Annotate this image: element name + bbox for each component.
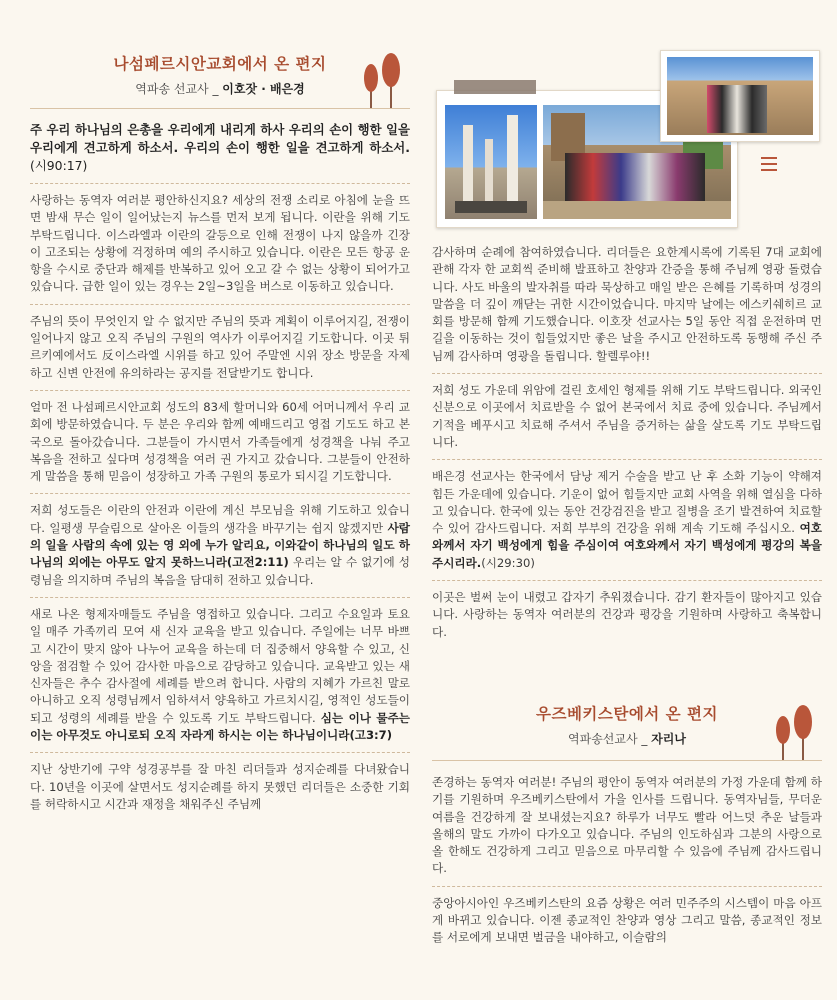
p4-verse: 사람의 일을 사람의 속에 있는 영 외에 누가 알리요, 이와같이 하나님의 일도 하나님의 외에는 아무도 알지 못하느니라(고전2:11) [30, 520, 410, 570]
letter1-paragraph-6: 지난 상반기에 구약 성경공부를 잘 마친 리더들과 성지순례를 다녀왔습니다. 10년을 이곳에 살면서도 성지순례를 하지 못했던 리더들은 소중한 기회를 허락하시고 시간과 재정을 채워주신 주님께 [30, 762, 410, 811]
letter2-paragraph-1: 존경하는 동역자 여러분! 주님의 평안이 동역자 여러분의 가정 가운데 함께 하기를 기원하며 우즈베키스탄에서 가을 인사를 드립니다. 동역자님들, 무더운 여름을 건강하게 잘 보내셨는지요? 하루가 너무도 빨라 어느덧 추운 날들과 올해의 말도 가까이 다가오고 있습니다. 주님의 인도하심과 그분의 사랑으로 올 한해도 건강하게 그리고 믿음으로 마무리할 수 있음에 주님께 감사드립니다. [432, 775, 822, 876]
letter1-paragraph-4 [30, 502, 410, 588]
p9-ref: (시29:30) [481, 555, 535, 570]
letter2-byline-names: 자리나 [651, 732, 686, 746]
letter1-paragraph-2: 주님의 뜻이 무엇인지 알 수 없지만 주님의 뜻과 계획이 이루어지길, 전쟁이 일어나지 않고 오직 주님의 구원의 역사가 이루어지길 기도합니다. 이곳 튀르키예에서도 反이스라엘 시위를 하고 있어 주말엔 시위 장소 방문을 자제하고 신변 안전에 유의하라는 공지를 전달받기도 합니다. [30, 313, 410, 380]
tree-icon [360, 52, 406, 114]
letter1-byline-names: 이호잣 · 배은경 [222, 82, 305, 96]
photo-columns [445, 105, 537, 219]
letter1-paragraph-10: 이곳은 벌써 눈이 내렸고 갑자기 추워졌습니다. 감기 환자들이 많아지고 있습니다. 사랑하는 동역자 여러분의 건강과 평강을 기원하며 사랑하고 축복합니다. [432, 590, 822, 639]
letter2-byline [432, 730, 822, 747]
p9-verse: 여호와께서 자기 백성에게 힘을 주심이여 여호와께서 자기 백성에게 평강의 복을 주시리라. [432, 521, 822, 570]
menu-icon [761, 157, 777, 171]
letter2-paragraph-2: 중앙아시아인 우즈베키스탄의 요즘 상황은 여러 민주주의 시스템이 마음 아프게 바뀌고 있습니다. 이젠 종교적인 찬양과 영상 그리고 말씀, 종교적인 정보를 서로에게 보내면 벌금을 내야하고, 이슬람의 [432, 895, 822, 945]
letter1-paragraph-7: 감사하며 순례에 참여하였습니다. 리더들은 요한계시록에 기록된 7대 교회에 관해 각자 한 교회씩 준비해 발표하고 찬양과 간증을 통해 주님께 영광 돌렸습니다. 사도 바울의 발자취를 따라 묵상하고 매일 받은 은혜를 기록하며 성경의 말씀을 더 깊이 깨닫는 귀한 시간이었습니다. 마지막 날에는 에스키쉐히르 교회를 방문해 함께 기도했습니다. 이호잣 선교사는 5일 동안 직접 운전하며 먼 길을 이동하는 것이 힘들었지만 좋은 날을 주시고 안전하도록 동행해 주신 주님께 감사하며 영광을 돌립니다. 할렐루야!! [432, 245, 822, 363]
lead-ref: (시90:17) [30, 158, 88, 173]
letter1-paragraph-1: 사랑하는 동역자 여러분 평안하신지요? 세상의 전쟁 소리로 아침에 눈을 뜨면 밤새 무슨 일이 일어났는지 뉴스를 먼저 보게 됩니다. 이란을 위해 기도 부탁드립니다. 이스라엘과 이란의 갈등으로 인해 전쟁이 나지 않을까 긴장이 고조되는 상황에 걱정하며 예의 주시하고 있습니다. 이란은 모든 항공 운항을 수시로 중단과 해제를 반복하고 있어 오고 갈 수 없는 상황이 되어가고 있습니다. 급한 일이 있는 경우는 2일~3일을 버스로 이동하고 있습니다. [30, 193, 410, 294]
letter2-byline-prefix: 역파송선교사 _ [568, 732, 652, 746]
right-column [432, 0, 822, 1000]
letter1-byline-prefix: 역파송 선교사 _ [135, 82, 223, 96]
letter1-title: 나섬페르시안교회에서 온 편지 [113, 55, 327, 73]
letter1-paragraph-8: 저희 성도 가운데 위암에 걸린 호세인 형제를 위해 기도 부탁드립니다. 외국인 신분으로 이곳에서 치료받을 수 없어 본국에서 치료 중에 있습니다. 주님께서 기적을 베푸시고 치료해 주셔서 주님을 증거하는 삶을 살도록 기도 부탁드립니다. [432, 383, 822, 449]
left-column [30, 0, 410, 1000]
letter1-lead [30, 121, 410, 175]
letter1-paragraph-5 [30, 606, 410, 744]
photo-small [660, 50, 820, 142]
tape-decoration [454, 80, 536, 94]
letter2-title: 우즈베키스탄에서 온 편지 [536, 705, 718, 723]
p5-text-a: 새로 나온 형제자매들도 주님을 영접하고 있습니다. 그리고 수요일과 토요일 매주 가족끼리 모여 새 신자 교육을 받고 있습니다. 주일에는 너무 바쁘고 시간이 맞지 않아 나누어 교육을 하는데 더 집중해서 양육할 수 있고, 신앙을 점검할 수 있어 감사한 마음으로 감당하고 있습니다. 교육받고 있는 새 신자들은 추수 감사절에 세례를 받으려 합니다. 사람의 지혜가 가르친 말로 아니하고 오직 성령님께서 임하셔서 양육하고 가르치시길, 영적인 성도들이 되고 성령의 세례를 받을 수 있도록 기도 부탁드립니다. [30, 606, 410, 725]
p9-text-a: 배은경 선교사는 한국에서 담낭 제거 수술을 받고 난 후 소화 기능이 약해져 힘든 가운데에 있습니다. 기운이 없어 힘들지만 교회 사역을 위해 열심을 다하고 있습니다. 한국에 있는 동안 건강검진을 받고 질병을 조기 발견하여 치료할 수 있어 감사드립니다. 저희 부부의 건강을 위해 계속 기도해 주십시오. [432, 469, 822, 536]
letter1-paragraph-3: 얼마 전 나섬페르시안교회 성도의 83세 할머니와 60세 어머니께서 우리 교회에 방문하였습니다. 두 분은 우리와 함께 예배드리고 영접 기도도 하고 본국으로 돌아갔습니다. 그분들이 가시면서 가족들에게 성경책을 나눠 주고 복음을 전하고 싶다며 성경책을 여러 권 가지고 갔습니다. 그분들이 안전하게 말씀을 통해 믿음이 성장하고 가족 구원의 통로가 되시길 기도합니다. [30, 399, 410, 484]
photo-amphitheater [667, 57, 813, 135]
p4-text-c: 우리는 알 수 없기에 성령님을 의지하며 주님의 복음을 담대히 전하고 있습니다. [30, 555, 410, 587]
tree-icon [772, 704, 818, 766]
lead-text: 주 우리 하나님의 은총을 우리에게 내리게 하사 우리의 손이 행한 일을 우리에게 견고하게 하소서. 우리의 손이 행한 일을 견고하게 하소서. [30, 122, 410, 155]
p4-text-a: 저희 성도들은 이란의 안전과 이란에 계신 부모님을 위해 기도하고 있습니다. 일평생 무슬림으로 살아온 이들의 생각을 바꾸기는 쉽지 않겠지만 [30, 503, 410, 535]
letter1-paragraph-9 [432, 468, 822, 572]
p5-verse: 심는 이나 물주는 이는 아무것도 아니로되 오직 자라게 하시는 이는 하나님이니라(고3:7) [30, 710, 410, 743]
letter1-byline [30, 80, 410, 97]
